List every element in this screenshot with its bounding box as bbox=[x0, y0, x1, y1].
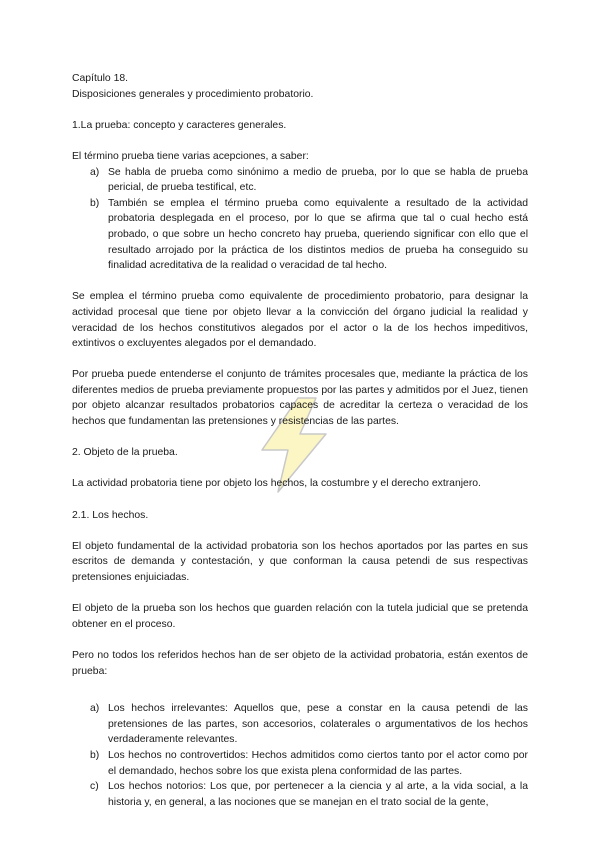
exemptions-list bbox=[72, 701, 528, 810]
list-item bbox=[72, 701, 528, 748]
paragraph: El término prueba tiene varias acepciones, a saber: bbox=[72, 150, 309, 162]
section-heading: 1.La prueba: concepto y caracteres generales. bbox=[72, 119, 287, 131]
list-item bbox=[72, 779, 528, 810]
list-item bbox=[72, 196, 528, 274]
chapter-title: Disposiciones generales y procedimiento probatorio. bbox=[72, 88, 314, 100]
paragraph: Se emplea el término prueba como equivalente de procedimiento probatorio, para designar la actividad procesal que tiene por objeto llevar a la convicción del órgano judicial la realidad y veracidad de los hechos constitutivos alegados por el actor o la de los hechos impeditivos, extintivos o excluyentes alegados por el demandado. bbox=[72, 291, 528, 350]
paragraph: La actividad probatoria tiene por objeto los hechos, la costumbre y el derecho extranjero. bbox=[72, 478, 481, 490]
paragraph: El objeto de la prueba son los hechos que guarden relación con la tutela judicial que se pretenda obtener en el proceso. bbox=[72, 603, 528, 630]
list-marker: a) bbox=[90, 703, 100, 715]
list-marker: a) bbox=[90, 166, 100, 178]
paragraph: Pero no todos los referidos hechos han de ser objeto de la actividad probatoria, están exentos de prueba: bbox=[72, 649, 528, 677]
subsection-heading: 2.1. Los hechos. bbox=[72, 509, 149, 521]
paragraph: El objeto fundamental de la actividad probatoria son los hechos aportados por las partes en sus escritos de demanda y contestación, y que conforman la causa petendi de sus respectivas pretensiones enjuiciadas. bbox=[72, 540, 528, 583]
list-item-text: También se emplea el término prueba como equivalente a resultado de la actividad probatoria desplegada en el proceso, por lo que se afirma que tal o cual hecho está probado, o que sobre un hecho concreto hay prueba, queriendo significar con ello que el resultado arrojado por la práctica de los distintos medios de prueba ha conseguido su finalidad acreditativa de la realidad o veracidad de tal hecho. bbox=[108, 197, 528, 272]
section-heading: 2. Objeto de la prueba. bbox=[72, 447, 178, 459]
list-item bbox=[72, 165, 528, 196]
list-marker: b) bbox=[90, 197, 100, 209]
list-marker: b) bbox=[90, 749, 100, 761]
definition-list bbox=[72, 165, 528, 274]
paragraph: Por prueba puede entenderse el conjunto de trámites procesales que, mediante la práctica de los diferentes medios de prueba previamente propuestos por las partes y admitidos por el Juez, tienen por objeto alcanzar resultados probatorios capaces de acreditar la certeza o veracidad de los hechos que fundamentan las pretensiones y resistencias de las partes. bbox=[72, 369, 528, 428]
list-marker: c) bbox=[90, 781, 99, 793]
list-item-text: Los hechos no controvertidos: Hechos admitidos como ciertos tanto por el actor como por el demandado, hechos sobre los que exista plena conformidad de las partes. bbox=[108, 749, 528, 777]
chapter-number: Capítulo 18. bbox=[72, 73, 129, 84]
list-item-text: Se habla de prueba como sinónimo a medio de prueba, por lo que se habla de prueba pericial, de prueba testifical, etc. bbox=[108, 166, 528, 194]
document-page bbox=[72, 71, 528, 810]
list-item-text: Los hechos irrelevantes: Aquellos que, pese a constar en la causa petendi de las pretensiones de las partes, son accesorios, colaterales o argumentativos de los hechos verdaderamente relevantes. bbox=[108, 703, 528, 746]
list-item bbox=[72, 748, 528, 779]
list-item-text: Los hechos notorios: Los que, por pertenecer a la ciencia y al arte, a la vida social, a la historia y, en general, a las nociones que se manejan en el trato social de la gente, bbox=[108, 781, 528, 808]
